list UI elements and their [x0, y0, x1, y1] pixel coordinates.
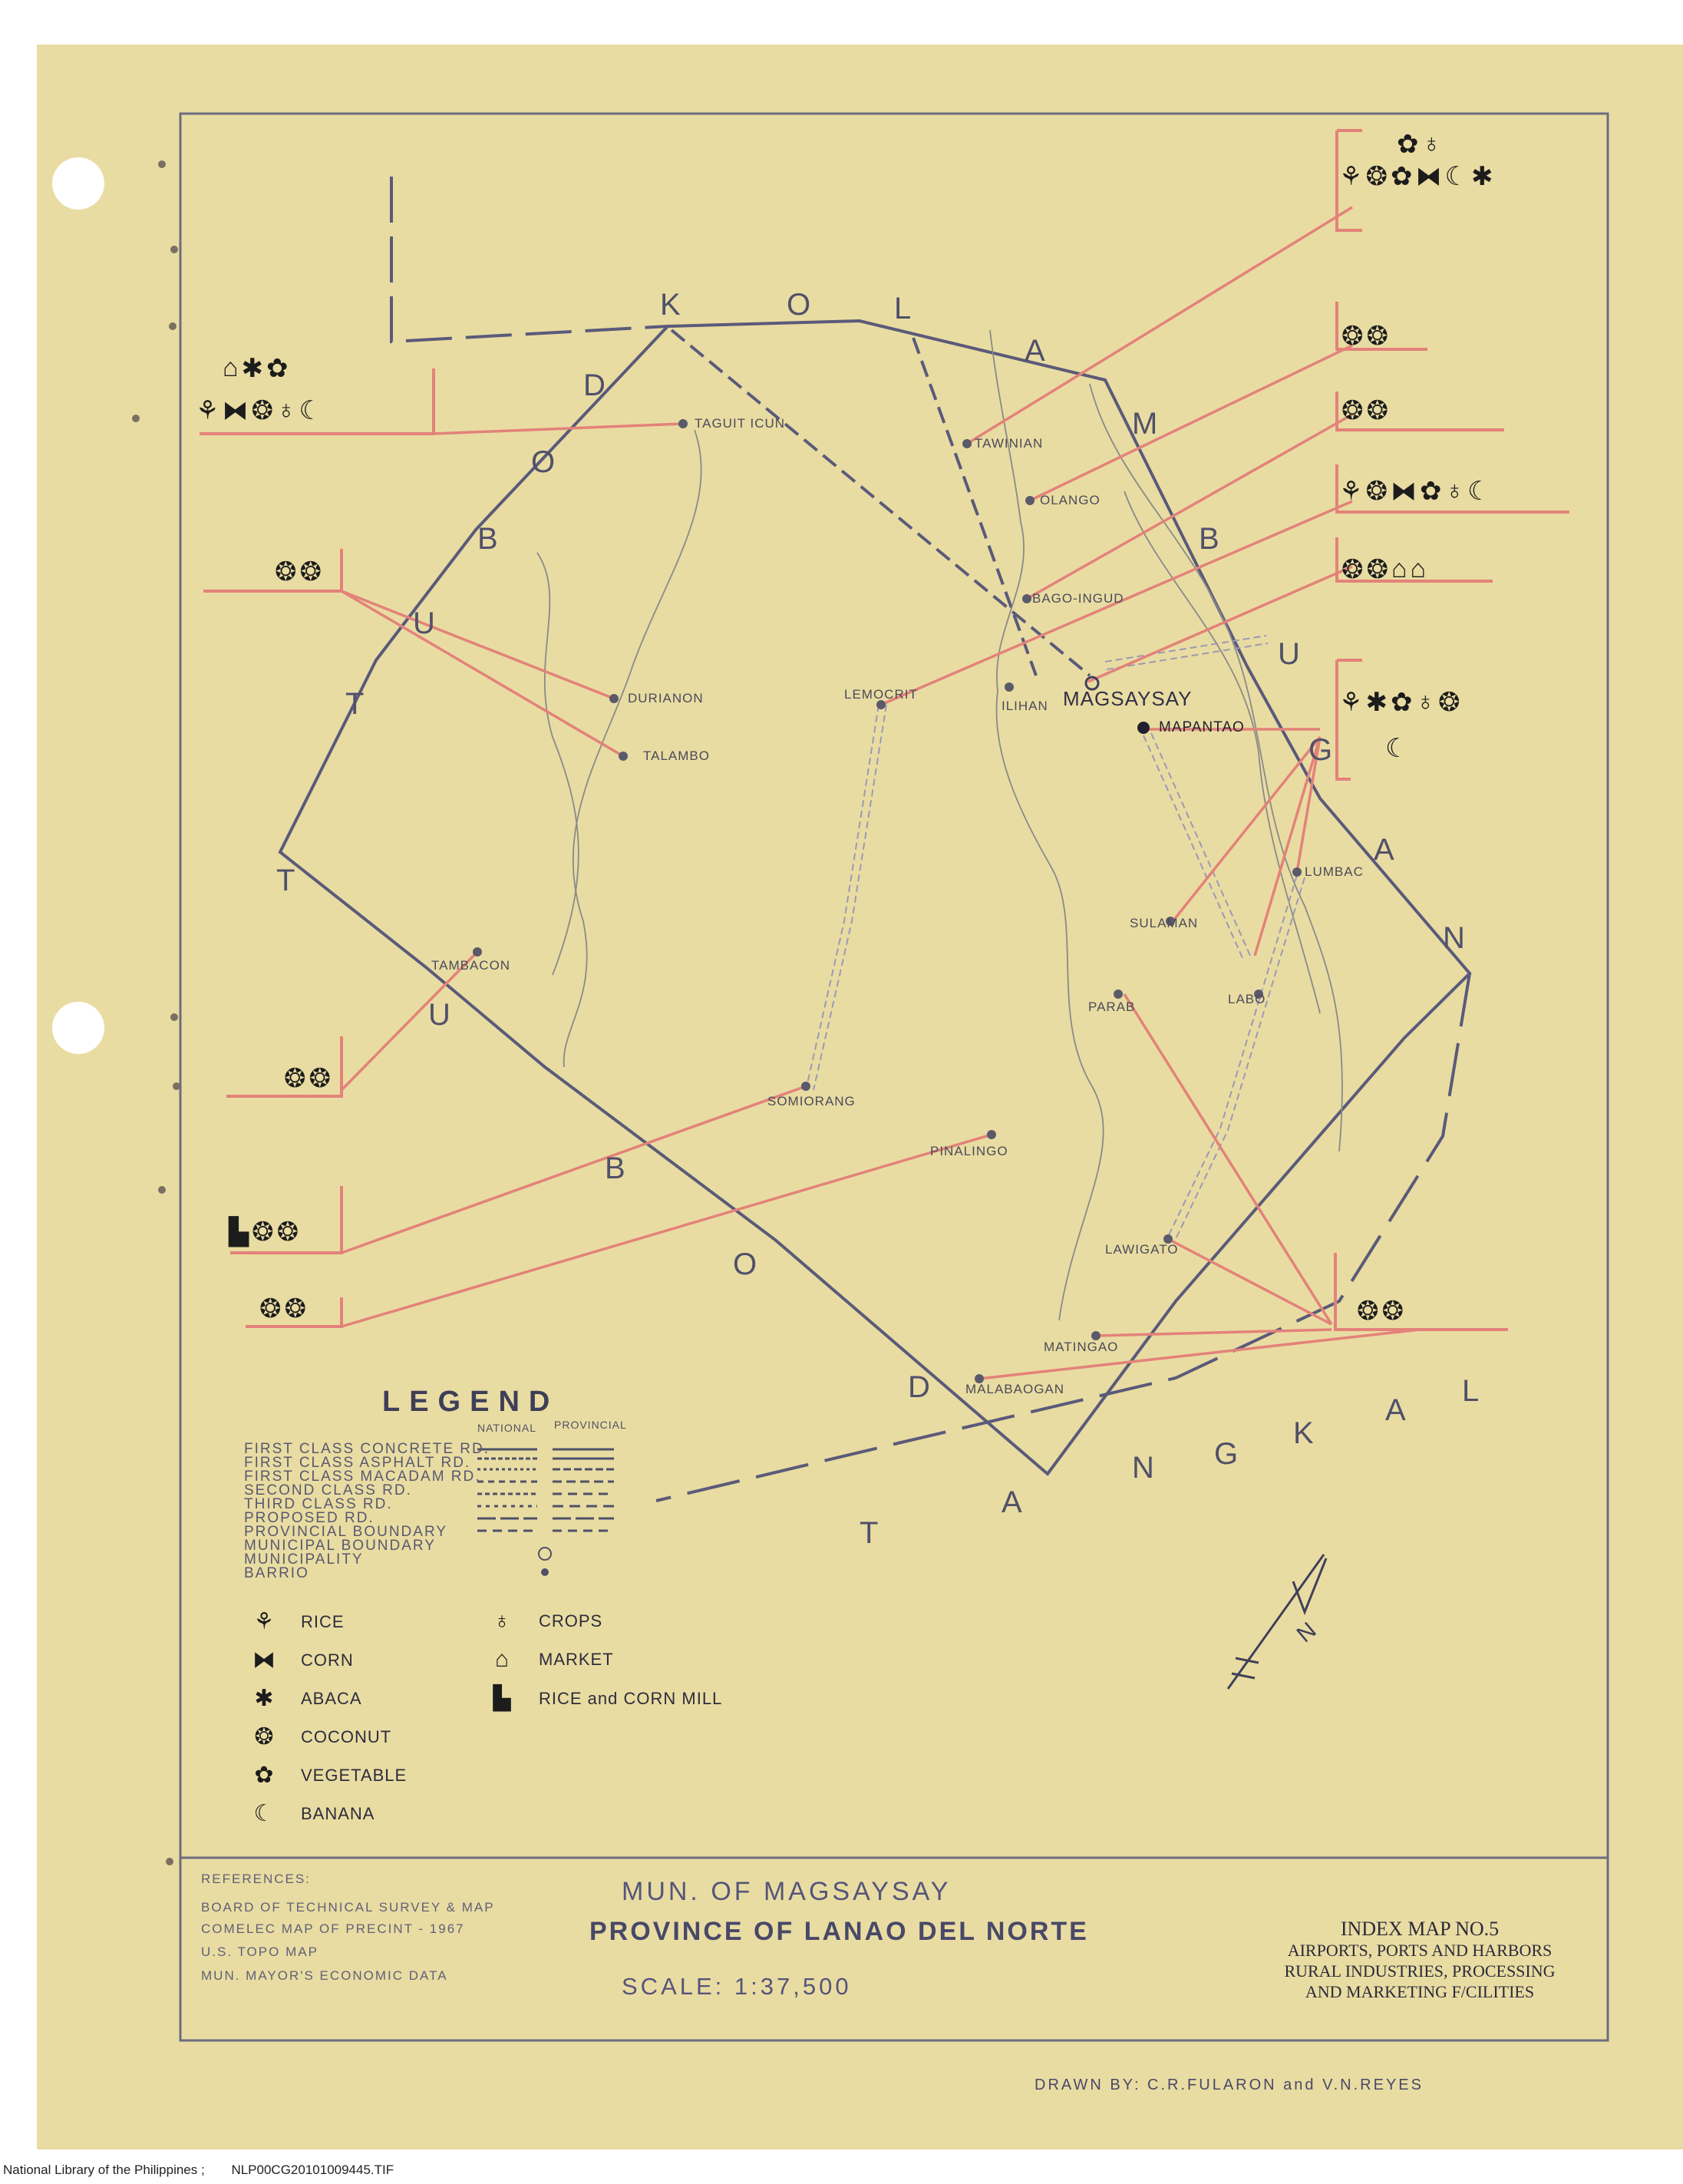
index-map-line: AND MARKETING F/CILITIES	[1305, 1982, 1535, 2001]
symbol-group	[1341, 554, 1426, 585]
legend-road-type: FIRST CLASS MACADAM RD.	[244, 1469, 481, 1485]
banana-icon: ☾	[1444, 162, 1468, 191]
boundary-letter: G	[1308, 733, 1333, 767]
boundary-letter: A	[1002, 1485, 1022, 1519]
crops-icon: ♁	[1444, 476, 1464, 505]
place-label-taguiticun: TAGUIT ICUN	[695, 416, 786, 431]
boundary-letter: N	[1443, 921, 1465, 955]
index-map-number: INDEX MAP NO.5	[1340, 1918, 1500, 1940]
legend-title: LEGEND	[382, 1386, 559, 1418]
banana-icon: ☾	[253, 1801, 275, 1826]
coconut-icon: ❂	[1366, 396, 1388, 425]
vegetable-icon: ✿	[1390, 688, 1413, 717]
boundary-letter: A	[1385, 1393, 1406, 1427]
place-label-durianon: DURIANON	[628, 691, 704, 705]
symbol-group	[223, 353, 289, 384]
boundary-letter: T	[345, 687, 365, 721]
rice-icon: ⚘	[1339, 688, 1363, 717]
coconut-icon: ❂	[1341, 555, 1364, 584]
symbol-group	[1357, 1296, 1404, 1327]
legend-road-type: MUNICIPALITY	[244, 1551, 364, 1568]
coconut-icon: ❂	[259, 1294, 282, 1323]
barrio-points	[473, 419, 1302, 1383]
legend-road-type: PROVINCIAL BOUNDARY	[244, 1524, 447, 1540]
legend-road-type: MUNICIPAL BOUNDARY	[244, 1538, 436, 1554]
corn-icon: ⧓	[252, 1647, 276, 1673]
vegetable-icon: ✿	[1419, 477, 1442, 506]
legend-barrio-symbol	[541, 1568, 549, 1576]
coconut-icon: ❂	[309, 1064, 331, 1093]
place-label-parab: PARAB	[1088, 999, 1136, 1014]
symbol-group	[259, 1294, 306, 1324]
legend-item-coconut: ❂ COCONUT	[244, 1723, 391, 1750]
legend-road-type: PROPOSED RD.	[244, 1510, 375, 1526]
reference-item: U.S. TOPO MAP	[201, 1944, 318, 1959]
place-label-pinalingo: PINALINGO	[930, 1144, 1008, 1158]
place-label-matingao: MATINGAO	[1044, 1340, 1119, 1354]
symbol-brackets	[200, 131, 1569, 1330]
place-label-bago-ingud: BAGO-INGUD	[1032, 591, 1124, 606]
coconut-icon: ❂	[252, 1218, 274, 1247]
place-label-mapantao: MAPANTAO	[1159, 719, 1245, 735]
place-label-lawigato: LAWIGATO	[1105, 1242, 1179, 1257]
boundary-letter: M	[1132, 407, 1158, 441]
abaca-icon: ✱	[254, 1686, 274, 1711]
mapantao-point	[1137, 722, 1150, 734]
symbol-group	[1385, 733, 1408, 764]
banana-icon: ☾	[299, 396, 322, 425]
boundary-letter: U	[428, 998, 450, 1032]
reference-item: BOARD OF TECHNICAL SURVEY & MAP	[201, 1900, 495, 1915]
references-heading: REFERENCES:	[201, 1872, 311, 1886]
legend-road-type: FIRST CLASS ASPHALT RD.	[244, 1455, 471, 1471]
legend-item-mill: ▙ RICE and CORN MILL	[482, 1685, 722, 1712]
legend-column-national: NATIONAL	[477, 1422, 536, 1434]
place-label-ilihan: ILIHAN	[1002, 699, 1048, 713]
reference-item: MUN. MAYOR'S ECONOMIC DATA	[201, 1968, 448, 1983]
boundary-letter: D	[908, 1370, 930, 1404]
market-icon: ⌂	[223, 353, 239, 382]
crops-icon: ♁	[493, 1608, 511, 1634]
coconut-icon: ❂	[1437, 688, 1460, 717]
footer-source: National Library of the Philippines ;	[3, 2163, 205, 2177]
reference-item: COMELEC MAP OF PRECINT - 1967	[201, 1921, 465, 1936]
index-map-line: AIRPORTS, PORTS AND HARBORS	[1287, 1941, 1553, 1960]
legend-item-rice: ⚘ RICE	[244, 1608, 345, 1635]
rivers	[537, 330, 1342, 1320]
mill-icon: ▙	[229, 1218, 249, 1247]
legend-road-samples	[477, 1449, 614, 1531]
boundary-letter: T	[860, 1516, 879, 1550]
boundary-letter: O	[733, 1247, 757, 1281]
coconut-icon: ❂	[276, 1218, 299, 1247]
symbol-group	[1341, 321, 1388, 352]
corn-icon: ⧓	[222, 396, 249, 425]
symbol-group	[229, 1217, 299, 1247]
boundary-letter: N	[1132, 1451, 1154, 1485]
boundary-letter: O	[787, 288, 811, 322]
place-label-tawinian: TAWINIAN	[975, 436, 1044, 451]
symbol-group	[1397, 129, 1441, 160]
coconut-icon: ❂	[299, 557, 322, 586]
boundary-letter: L	[1462, 1374, 1480, 1408]
place-label-talambo: TALAMBO	[643, 748, 710, 763]
vegetable-icon: ✿	[1397, 130, 1419, 159]
banana-icon: ☾	[1385, 734, 1409, 763]
vegetable-icon: ✿	[254, 1763, 274, 1788]
legend-column-provincial: PROVINCIAL	[554, 1419, 627, 1431]
symbol-group	[196, 395, 322, 426]
boundary-letter: L	[894, 292, 912, 325]
corn-icon: ⧓	[1390, 477, 1417, 506]
symbol-group	[284, 1063, 331, 1094]
boundary-letter: B	[605, 1151, 625, 1185]
map-scale: SCALE: 1:37,500	[622, 1973, 852, 2000]
place-label-labo: LABO	[1228, 992, 1266, 1006]
market-icon: ⌂	[494, 1647, 510, 1672]
place-label-sulaman: SULAMAN	[1130, 916, 1199, 930]
abaca-icon: ✱	[1365, 688, 1388, 717]
legend-item-abaca: ✱ ABACA	[244, 1685, 362, 1712]
crops-icon: ♁	[1421, 129, 1441, 158]
legend-item-crops: ♁ CROPS	[482, 1608, 602, 1634]
legend-road-type: THIRD CLASS RD.	[244, 1496, 393, 1512]
symbol-group	[1339, 161, 1493, 192]
coconut-icon: ❂	[1341, 322, 1364, 351]
place-label-lemocrit: LEMOCRIT	[844, 687, 918, 702]
footer-bar	[0, 2156, 1683, 2184]
rice-icon: ⚘	[1339, 477, 1363, 506]
place-label-olango: OLANGO	[1040, 493, 1101, 507]
vegetable-icon: ✿	[266, 354, 289, 383]
coconut-icon: ❂	[251, 396, 273, 425]
mill-icon: ▙	[493, 1686, 511, 1711]
symbol-group	[275, 557, 322, 587]
legend-road-type: BARRIO	[244, 1565, 309, 1581]
legend-road-type: SECOND CLASS RD.	[244, 1482, 412, 1498]
boundary-letter: B	[477, 522, 498, 556]
leader-lines	[342, 207, 1420, 1379]
market-icon: ⌂	[1410, 554, 1427, 583]
boundary-letter: T	[276, 864, 295, 897]
coconut-icon: ❂	[284, 1064, 306, 1093]
north-arrow-label: N	[1292, 1617, 1322, 1648]
boundary-letter: K	[660, 288, 681, 322]
abaca-icon: ✱	[241, 354, 264, 383]
legend-municipality-symbol	[539, 1548, 551, 1560]
coconut-icon: ❂	[1357, 1297, 1379, 1326]
symbol-group	[1339, 687, 1460, 718]
legend-item-vegetable: ✿ VEGETABLE	[244, 1762, 407, 1789]
boundary-letter: O	[531, 445, 556, 479]
banana-icon: ☾	[1467, 477, 1491, 506]
vegetable-icon: ✿	[1390, 162, 1413, 191]
rice-icon: ⚘	[253, 1609, 275, 1634]
coconut-icon: ❂	[254, 1724, 274, 1750]
place-label-somiorang: SOMIORANG	[767, 1094, 856, 1109]
abaca-icon: ✱	[1470, 162, 1493, 191]
legend-item-corn: ⧓ CORN	[244, 1647, 354, 1674]
place-label-tambacon: TAMBACON	[431, 958, 511, 973]
crops-icon: ♁	[1415, 687, 1435, 716]
boundary-letter: U	[1278, 637, 1300, 671]
boundary-letter: A	[1374, 833, 1394, 867]
boundary-letter: U	[413, 606, 435, 640]
boundary-letter: D	[583, 368, 606, 402]
coconut-icon: ❂	[275, 557, 297, 586]
corn-icon: ⧓	[1415, 162, 1442, 191]
municipality-title: MUN. OF MAGSAYSAY	[622, 1877, 952, 1906]
symbol-group	[1341, 395, 1388, 426]
coconut-icon: ❂	[284, 1294, 306, 1323]
legend-road-type: FIRST CLASS CONCRETE RD.	[244, 1441, 490, 1457]
coconut-icon: ❂	[1341, 396, 1364, 425]
province-title: PROVINCE OF LANAO DEL NORTE	[589, 1917, 1089, 1946]
boundary-letter: B	[1199, 522, 1219, 556]
symbol-group	[1339, 476, 1490, 507]
coconut-icon: ❂	[1366, 555, 1388, 584]
municipality-label-magsaysay: MAGSAYSAY	[1063, 687, 1193, 710]
coconut-icon: ❂	[1381, 1297, 1404, 1326]
drawn-by: DRAWN BY: C.R.FULARON and V.N.REYES	[1035, 2077, 1424, 2093]
legend-item-banana: ☾ BANANA	[244, 1800, 375, 1827]
footer-file: NLP00CG20101009445.TIF	[231, 2163, 394, 2177]
coconut-icon: ❂	[1366, 322, 1388, 351]
boundary-letter: G	[1214, 1437, 1239, 1471]
coconut-icon: ❂	[1365, 477, 1388, 506]
market-icon: ⌂	[1391, 554, 1407, 583]
north-arrow	[1228, 1555, 1326, 1689]
place-label-malabaogan: MALABAOGAN	[965, 1382, 1065, 1396]
coconut-icon: ❂	[1365, 162, 1388, 191]
index-map-line: RURAL INDUSTRIES, PROCESSING	[1284, 1961, 1556, 1981]
crops-icon: ♁	[276, 395, 296, 425]
map-frame	[180, 114, 1608, 2040]
boundary-letter: K	[1293, 1416, 1314, 1450]
boundary-letter: A	[1025, 334, 1045, 368]
place-label-lumbac: LUMBAC	[1305, 864, 1364, 879]
legend-item-market: ⌂ MARKET	[482, 1647, 614, 1673]
rice-icon: ⚘	[1339, 162, 1363, 191]
rice-icon: ⚘	[196, 396, 219, 425]
